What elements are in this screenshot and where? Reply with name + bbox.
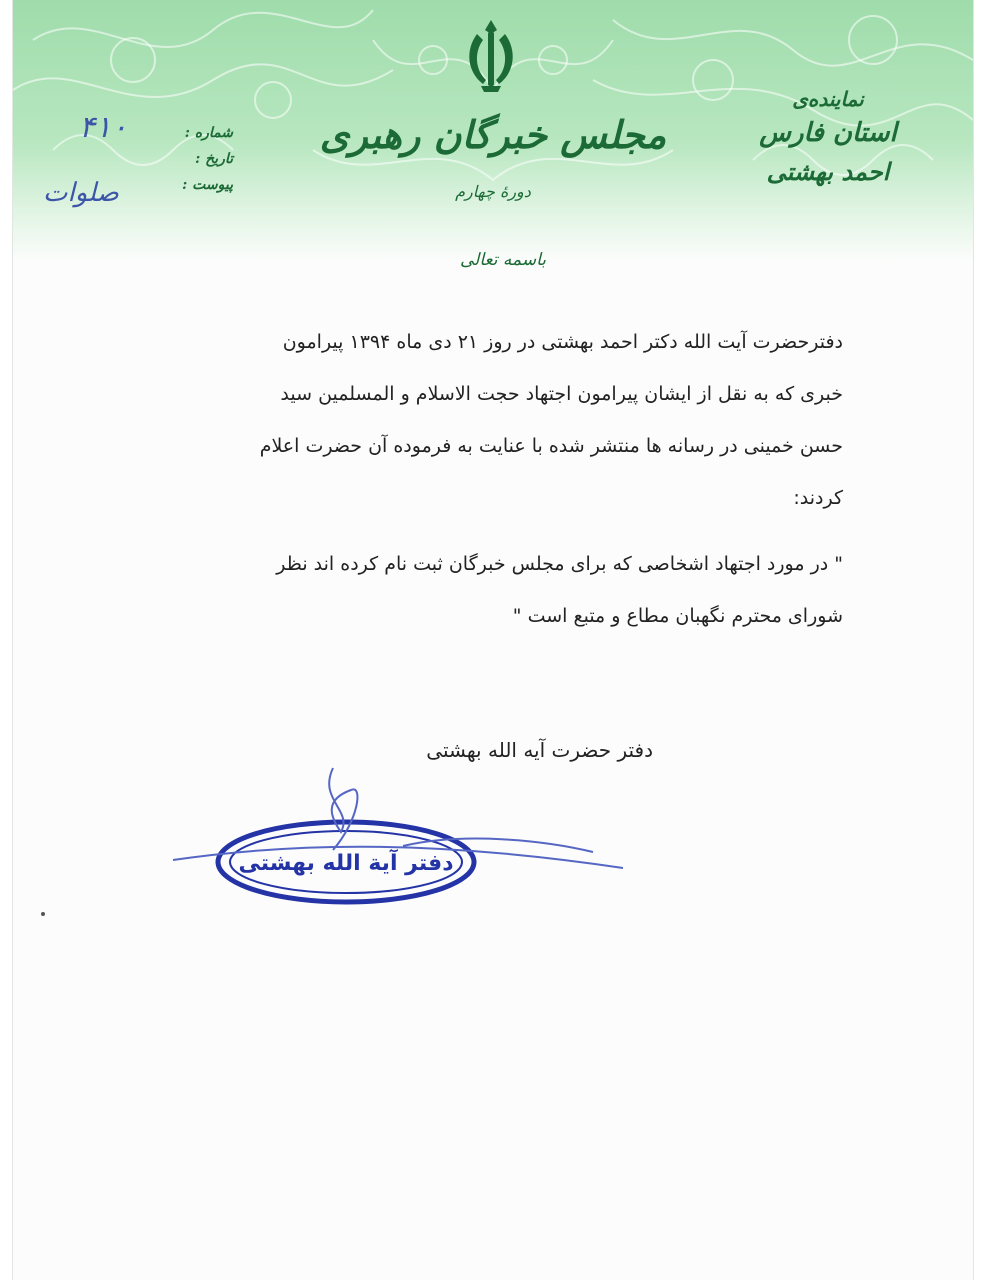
letterhead <box>13 0 973 260</box>
paragraph-line: کردند: <box>793 487 843 509</box>
salutation: باسمه تعالی <box>460 250 546 270</box>
reference-fields <box>177 120 233 198</box>
letter-page <box>12 0 974 1280</box>
representative-title: نماینده‌ی <box>792 87 864 111</box>
province-name: استان فارس <box>759 118 897 148</box>
quote-line: شورای محترم نگهبان مطاع و متبع است " <box>512 605 843 627</box>
paragraph-line: خبری که به نقل از ایشان پیرامون اجتهاد حجت الاسلام و المسلمین سید <box>280 383 843 405</box>
paragraph-line: دفترحضرت آیت الله دکتر احمد بهشتی در روز ۲۱ دی ماه ۱۳۹۴ پیرامون <box>282 331 843 353</box>
number-label: شماره : <box>184 125 233 141</box>
closing-line: دفتر حضرت آیه الله بهشتی <box>426 738 653 762</box>
letter-body <box>183 316 843 642</box>
council-name: مجلس خبرگان رهبری <box>319 112 667 157</box>
council-term: دورهٔ چهارم <box>455 182 531 201</box>
iran-emblem-icon <box>463 16 519 96</box>
stamp-text: دفتر آیة الله بهشتی <box>238 851 454 876</box>
handwritten-number: ۴۱۰ <box>79 110 128 145</box>
handwritten-attachment: صلوات <box>43 178 119 208</box>
quote-line: " در مورد اجتهاد اشخاصی که برای مجلس خبرگان ثبت نام کرده اند نظر <box>276 553 843 575</box>
representative-block <box>753 84 903 192</box>
paragraph-line: حسن خمینی در رسانه ها منتشر شده با عنایت به فرموده آن حضرت اعلام <box>259 435 843 457</box>
paper-speck <box>41 912 45 916</box>
office-stamp-icon <box>163 760 643 920</box>
date-label: تاریخ : <box>195 151 233 167</box>
representative-name: احمد بهشتی <box>766 157 890 186</box>
attachment-label: پیوست : <box>182 177 233 193</box>
